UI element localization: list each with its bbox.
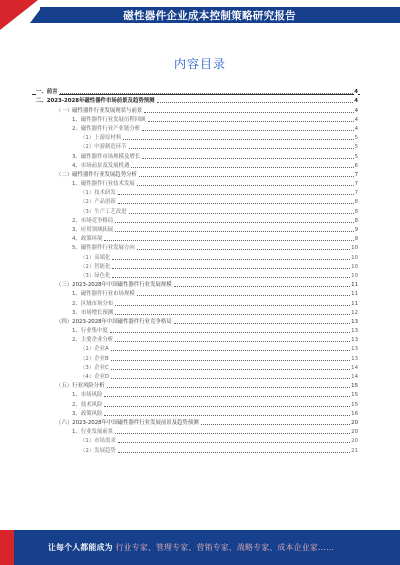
toc-entry[interactable] bbox=[36, 178, 358, 187]
toc-entry[interactable] bbox=[36, 408, 358, 417]
toc-entry-page: 6 bbox=[354, 162, 358, 169]
toc-leader-dots bbox=[104, 240, 353, 241]
toc-entry-page: 9 bbox=[354, 236, 358, 243]
toc-leader-dots bbox=[118, 442, 350, 443]
toc-entry-page: 5 bbox=[354, 135, 358, 142]
toc-entry-title: （1）上游原材料 bbox=[80, 135, 122, 142]
toc-entry-title: （六）2023-2028年中国磁性器件行业发展前景及趋势预测 bbox=[56, 419, 199, 426]
toc-leader-dots bbox=[137, 185, 354, 186]
toc-entry-title: 4、政策环境 bbox=[72, 236, 103, 243]
toc-entry-page: 13 bbox=[351, 355, 358, 362]
toc-entry-page: 15 bbox=[351, 401, 358, 408]
toc-entry-title: （2）智能化 bbox=[80, 263, 111, 270]
toc-entry-title: 二、2023-2028年磁性器件市场前景及趋势预测 bbox=[36, 98, 155, 105]
toc-leader-dots bbox=[104, 406, 350, 407]
toc-leader-dots bbox=[137, 249, 350, 250]
toc-entry-title: （四）2023-2028年中国磁性器件行业竞争格局 bbox=[56, 318, 172, 325]
toc-entry-page: 20 bbox=[351, 429, 358, 436]
toc-entry[interactable] bbox=[36, 160, 358, 169]
toc-leader-dots bbox=[137, 295, 350, 296]
toc-entry-page: 14 bbox=[351, 374, 358, 380]
toc-heading: 内容目录 bbox=[173, 57, 226, 71]
toc-entry-title: （2）中游制造环节 bbox=[80, 144, 127, 151]
toc-entry[interactable] bbox=[36, 279, 358, 288]
toc-entry-page: 5 bbox=[354, 153, 358, 160]
toc-leader-dots bbox=[142, 130, 353, 131]
toc-entry-title: 3、应用领域拓展 bbox=[72, 227, 114, 233]
toc-leader-dots bbox=[115, 231, 353, 232]
toc-entry[interactable] bbox=[36, 141, 358, 150]
toc-entry-page: 4 bbox=[354, 98, 358, 105]
toc-leader-dots bbox=[129, 213, 354, 214]
toc-entry-title: （三）2023-2028年中国磁性器件行业发展规模 bbox=[56, 282, 172, 289]
toc-entry-page: 9 bbox=[354, 227, 358, 233]
toc-entry-page: 15 bbox=[351, 383, 358, 390]
toc-leader-dots bbox=[107, 387, 351, 388]
toc-entry[interactable] bbox=[36, 307, 358, 316]
toc-entry[interactable] bbox=[36, 417, 358, 426]
toc-entry[interactable] bbox=[36, 362, 358, 371]
toc-entry-title: 1、行业发展前景 bbox=[72, 429, 114, 436]
toc-entry-title: （2）企业B bbox=[80, 355, 109, 362]
footer-roles: 行业专家、管理专家、营销专家、战略专家、成本企业家…… bbox=[115, 543, 335, 552]
toc-entry[interactable] bbox=[36, 389, 358, 398]
toc-entry-title: （3）生产工艺改进 bbox=[80, 208, 127, 215]
toc-entry-title: 2、主要企业分析 bbox=[72, 337, 114, 344]
toc-leader-dots bbox=[111, 360, 350, 361]
toc-leader-dots bbox=[115, 222, 353, 223]
toc-entry[interactable] bbox=[36, 123, 358, 132]
toc-entry-page: 4 bbox=[354, 89, 358, 96]
toc-entry[interactable] bbox=[36, 95, 358, 104]
toc-entry[interactable] bbox=[36, 251, 358, 260]
toc-entry-page: 12 bbox=[351, 309, 358, 316]
toc-entry[interactable] bbox=[36, 104, 358, 113]
header-red-triangle bbox=[0, 0, 38, 30]
toc-leader-dots bbox=[148, 121, 354, 122]
toc-leader-dots bbox=[104, 415, 350, 416]
toc-leader-dots bbox=[123, 139, 353, 140]
toc-entry-page: 5 bbox=[354, 144, 358, 151]
toc-entry[interactable] bbox=[36, 205, 358, 214]
toc-leader-dots bbox=[115, 433, 350, 434]
toc-entry-title: 1、行业集中度 bbox=[72, 328, 108, 335]
toc-entry-title: （1）市场需求 bbox=[80, 438, 116, 445]
toc-entry[interactable] bbox=[36, 426, 358, 435]
toc-leader-dots bbox=[174, 286, 351, 287]
toc-entry[interactable] bbox=[36, 215, 358, 224]
toc-entry-page: 13 bbox=[351, 337, 358, 344]
toc-leader-dots bbox=[115, 314, 350, 315]
page-footer bbox=[0, 530, 400, 565]
toc-entry-page: 4 bbox=[354, 116, 358, 123]
toc-entry[interactable] bbox=[36, 316, 358, 325]
toc-entry-page: 11 bbox=[351, 291, 358, 298]
toc-entry-title: 3、磁性器件市场规模及增长 bbox=[72, 153, 141, 160]
toc-entry[interactable] bbox=[36, 132, 358, 141]
toc-entry-page: 11 bbox=[351, 300, 358, 307]
toc-entry[interactable] bbox=[36, 196, 358, 205]
toc-entry[interactable] bbox=[36, 86, 358, 95]
toc-leader-dots bbox=[115, 341, 350, 342]
toc-leader-dots bbox=[118, 194, 354, 195]
table-of-contents bbox=[36, 86, 358, 454]
toc-entry-title: （1）技术研发 bbox=[80, 190, 116, 197]
toc-leader-dots bbox=[110, 332, 350, 333]
toc-leader-dots bbox=[131, 167, 353, 168]
toc-entry-title: 1、市场风险 bbox=[72, 392, 103, 399]
toc-entry[interactable] bbox=[36, 114, 358, 123]
toc-leader-dots bbox=[144, 112, 353, 113]
toc-entry-title: 5、磁性器件行业发展方向 bbox=[72, 245, 135, 252]
toc-entry-page: 10 bbox=[351, 263, 358, 270]
toc-entry[interactable] bbox=[36, 343, 358, 352]
toc-entry[interactable] bbox=[36, 435, 358, 444]
toc-leader-dots bbox=[111, 350, 350, 351]
toc-entry-title: 2、区域市场分布 bbox=[72, 300, 114, 307]
toc-leader-dots bbox=[115, 305, 350, 306]
toc-leader-dots bbox=[129, 148, 354, 149]
toc-entry[interactable] bbox=[36, 297, 358, 306]
toc-entry-page: 21 bbox=[351, 447, 358, 454]
toc-leader-dots bbox=[118, 203, 354, 204]
toc-entry-title: （4）企业D bbox=[80, 374, 110, 380]
toc-entry-page: 7 bbox=[354, 190, 358, 197]
toc-leader-dots bbox=[111, 378, 350, 379]
toc-entry-page: 11 bbox=[351, 282, 358, 289]
toc-entry-page: 10 bbox=[351, 272, 358, 279]
toc-entry-page: 8 bbox=[354, 217, 358, 224]
toc-leader-dots bbox=[142, 158, 353, 159]
toc-entry[interactable] bbox=[36, 150, 358, 159]
toc-entry-page: 16 bbox=[351, 410, 358, 417]
toc-entry[interactable] bbox=[36, 325, 358, 334]
toc-entry-page: 20 bbox=[351, 419, 358, 426]
toc-leader-dots bbox=[60, 93, 354, 94]
toc-leader-dots bbox=[104, 396, 350, 397]
toc-entry-page: 10 bbox=[351, 245, 358, 252]
toc-entry[interactable] bbox=[36, 380, 358, 389]
toc-entry-title: （2）发展趋势 bbox=[80, 447, 116, 454]
toc-entry[interactable] bbox=[36, 224, 358, 233]
toc-leader-dots bbox=[118, 452, 350, 453]
toc-entry-page: 14 bbox=[351, 364, 358, 371]
toc-entry[interactable] bbox=[36, 233, 358, 242]
footer-slogan bbox=[48, 542, 334, 553]
toc-entry-title: 3、政策风险 bbox=[72, 410, 103, 417]
toc-leader-dots bbox=[174, 323, 351, 324]
toc-entry[interactable] bbox=[36, 242, 358, 251]
toc-entry-title: 1、磁性器件行业发展历程回顾 bbox=[72, 116, 146, 123]
toc-entry[interactable] bbox=[36, 169, 358, 178]
toc-entry-title: （二）磁性器件行业发展趋势分析 bbox=[56, 171, 137, 178]
footer-red-strip bbox=[0, 530, 14, 565]
toc-entry-page: 8 bbox=[354, 199, 358, 206]
toc-entry[interactable] bbox=[36, 398, 358, 407]
toc-entry[interactable] bbox=[36, 371, 358, 380]
toc-leader-dots bbox=[112, 268, 350, 269]
toc-entry-title: 一、前言 bbox=[36, 89, 58, 96]
toc-leader-dots bbox=[112, 259, 350, 260]
toc-entry-title: 1、磁性器件行业技术发展 bbox=[72, 181, 135, 188]
toc-leader-dots bbox=[112, 277, 350, 278]
toc-entry-page: 13 bbox=[351, 346, 358, 353]
toc-leader-dots bbox=[157, 102, 354, 103]
toc-entry[interactable] bbox=[36, 187, 358, 196]
toc-entry-title: （1）企业A bbox=[80, 346, 109, 353]
toc-entry-title: （五）行业风险分析 bbox=[56, 383, 105, 390]
toc-entry[interactable] bbox=[36, 261, 358, 270]
toc-entry-title: 1、磁性器件行业市场规模 bbox=[72, 291, 135, 298]
toc-entry[interactable] bbox=[36, 334, 358, 343]
report-title: 磁性器件企业成本控制策略研究报告 bbox=[123, 10, 296, 22]
toc-leader-dots bbox=[201, 424, 351, 425]
toc-entry-page: 4 bbox=[354, 107, 358, 114]
toc-entry[interactable] bbox=[36, 352, 358, 361]
toc-entry-title: 2、市场竞争格局 bbox=[72, 217, 114, 224]
toc-leader-dots bbox=[111, 369, 350, 370]
toc-entry-page: 20 bbox=[351, 438, 358, 445]
toc-entry[interactable] bbox=[36, 444, 358, 453]
toc-entry[interactable] bbox=[36, 270, 358, 279]
toc-entry-title: （3）绿色化 bbox=[80, 272, 111, 279]
toc-entry-title: 3、市场增长预测 bbox=[72, 309, 114, 316]
toc-entry-title: 2、技术风险 bbox=[72, 401, 103, 408]
toc-entry-title: （一）磁性器件行业发展现状与前景 bbox=[56, 107, 143, 114]
toc-entry-title: （1）高端化 bbox=[80, 254, 111, 261]
toc-entry-page: 13 bbox=[351, 318, 358, 325]
toc-entry-title: （2）产品创新 bbox=[80, 199, 116, 206]
toc-entry[interactable] bbox=[36, 288, 358, 297]
toc-leader-dots bbox=[139, 176, 354, 177]
toc-entry-page: 7 bbox=[354, 171, 358, 178]
toc-entry-page: 8 bbox=[354, 208, 358, 215]
toc-entry-page: 15 bbox=[351, 392, 358, 399]
toc-entry-page: 10 bbox=[351, 254, 358, 261]
toc-entry-title: （3）企业C bbox=[80, 364, 109, 371]
toc-entry-page: 7 bbox=[354, 181, 358, 188]
toc-entry-title: 2、磁性器件行业产业链分析 bbox=[72, 125, 141, 132]
toc-entry-page: 13 bbox=[351, 328, 358, 335]
page-header bbox=[0, 0, 400, 30]
toc-entry-title: 4、市场前景及发展机遇 bbox=[72, 162, 130, 169]
footer-lead: 让每个人都能成为 bbox=[48, 543, 113, 552]
toc-entry-page: 4 bbox=[354, 125, 358, 132]
